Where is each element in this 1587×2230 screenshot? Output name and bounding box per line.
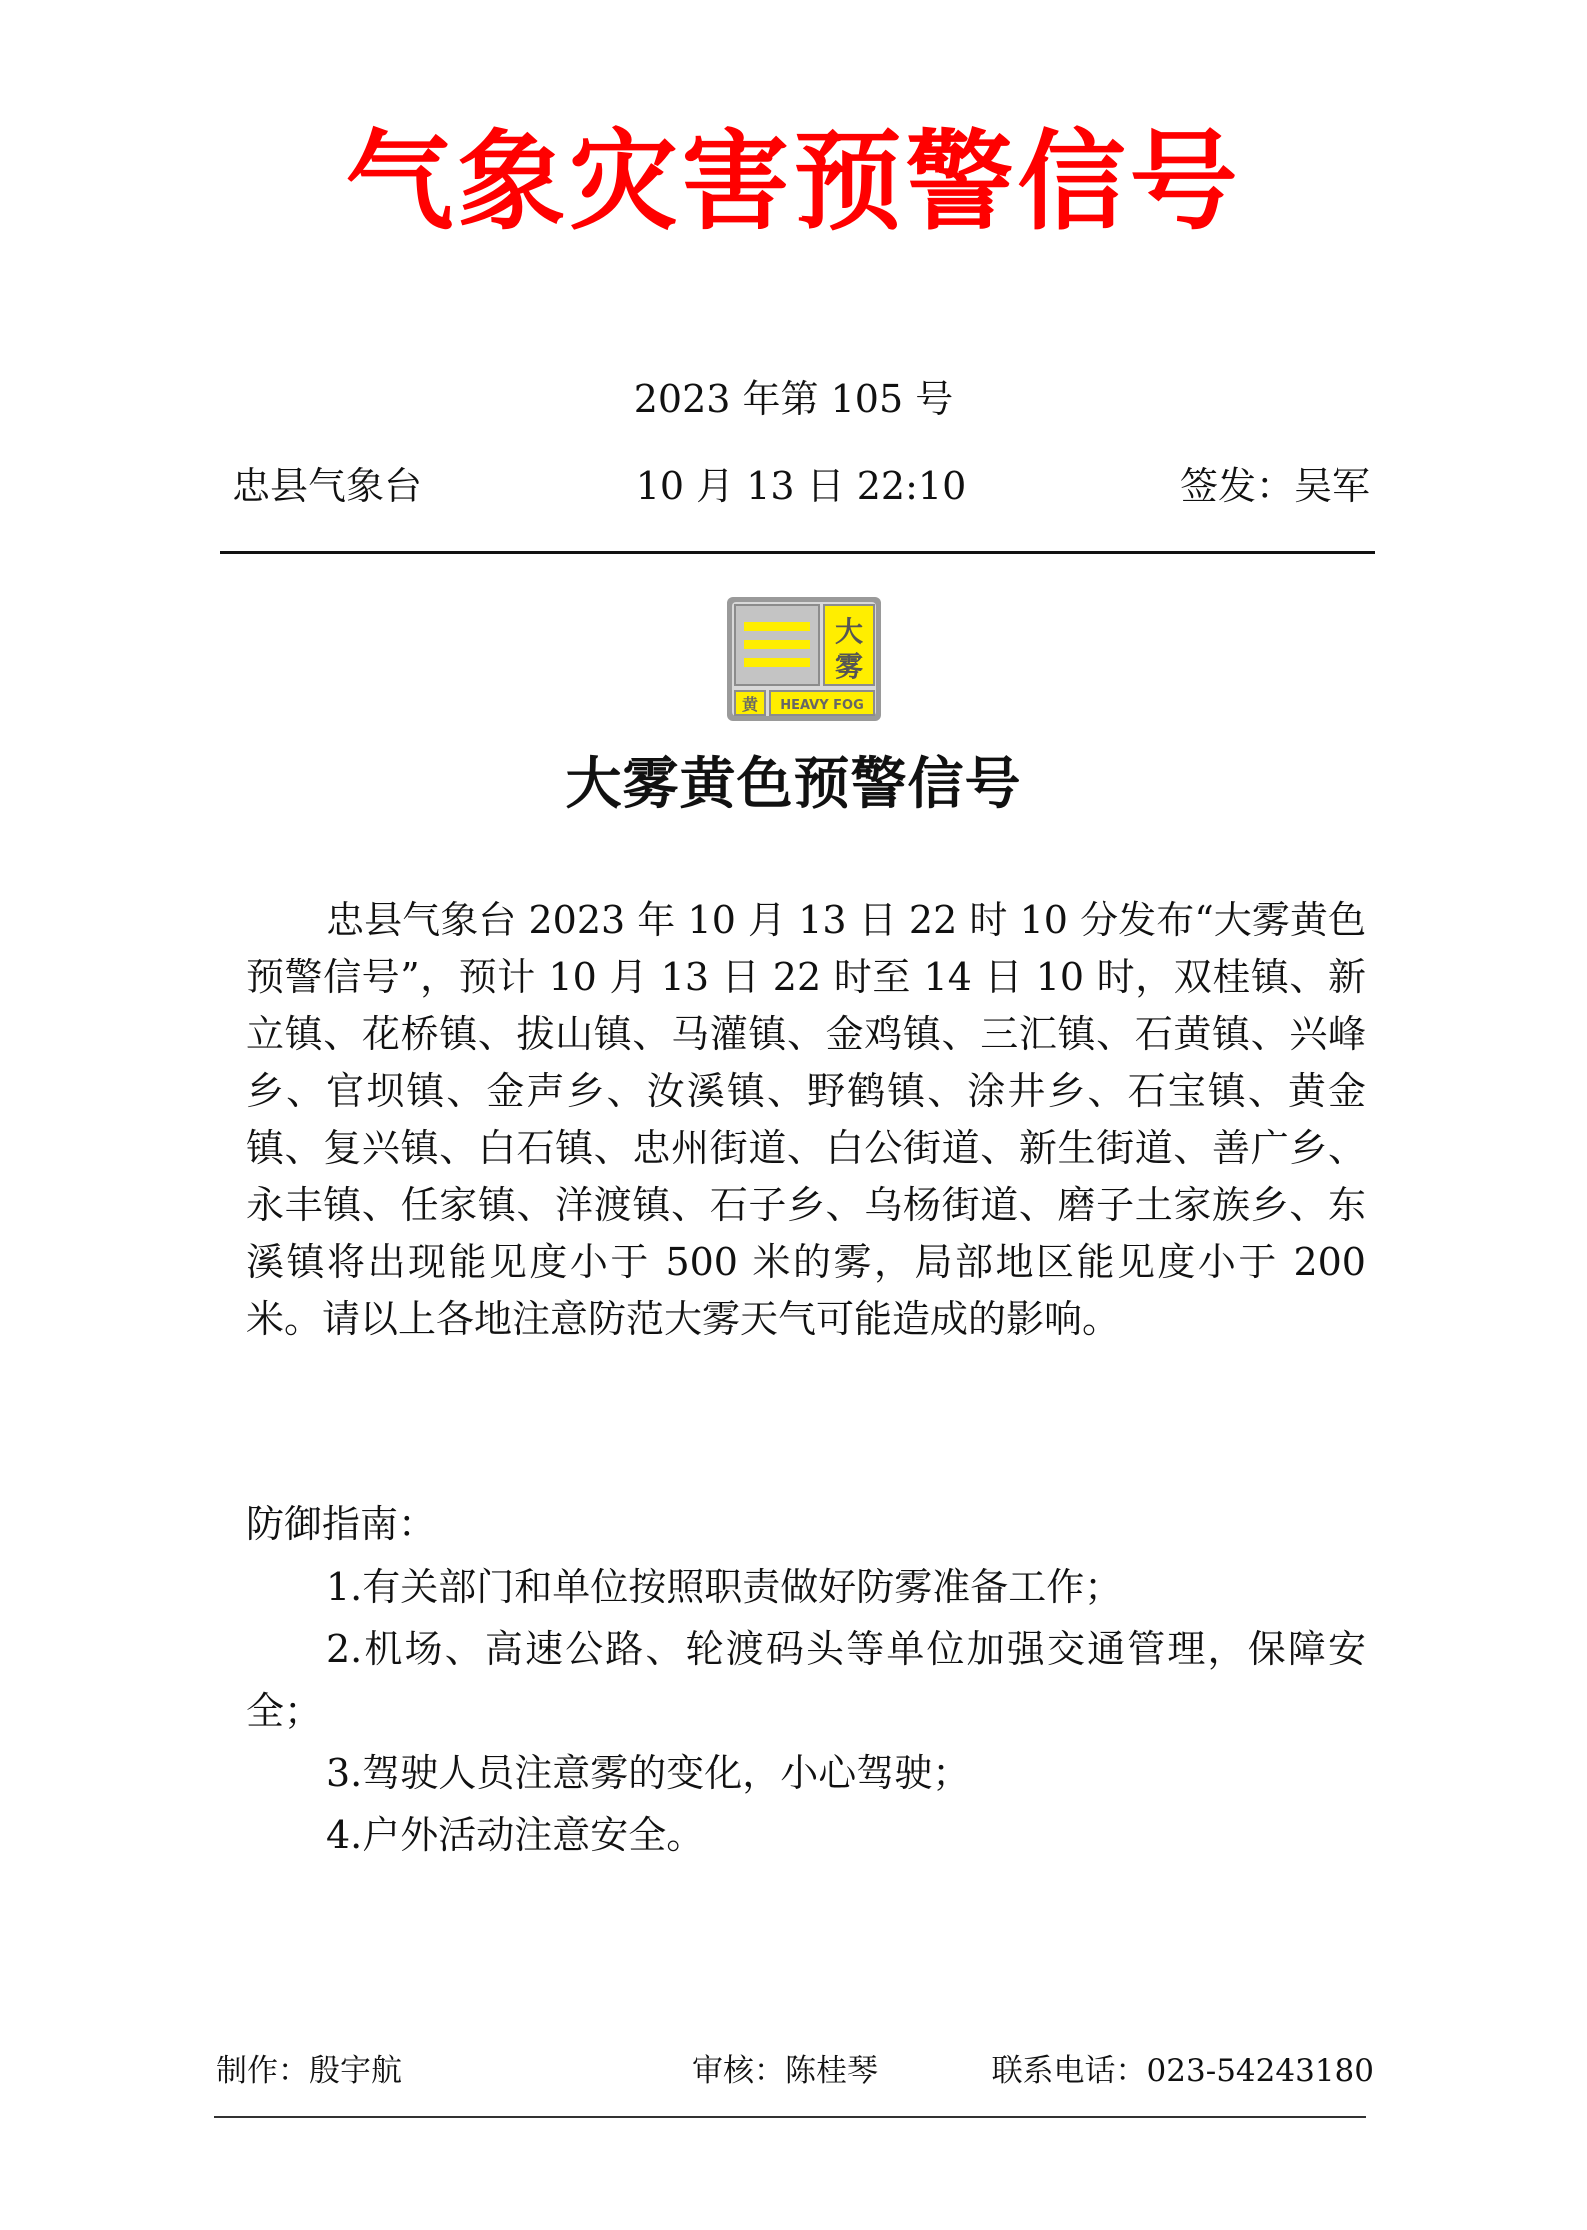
guide-item: 3.驾驶人员注意雾的变化，小心驾驶； — [326, 1751, 971, 1795]
guide-heading: 防御指南： — [246, 1502, 437, 1546]
icon-char-bottom: 雾 — [834, 650, 864, 683]
footer-reviewer: 审核：陈桂琴 — [692, 2053, 878, 2089]
footer-divider — [214, 2116, 1366, 2118]
guide-list — [246, 1556, 1366, 1866]
guide-item: 4.户外活动注意安全。 — [326, 1813, 705, 1857]
document-title: 气象灾害预警信号 — [345, 119, 1242, 245]
icon-label-en: HEAVY FOG — [780, 698, 864, 713]
header-divider — [220, 551, 1375, 554]
icon-char-top: 大 — [834, 615, 864, 648]
footer-phone: 联系电话：023-54243180 — [991, 2053, 1374, 2089]
footer — [216, 2051, 1374, 2091]
document-number: 2023 年第 105 号 — [633, 377, 954, 421]
heavy-fog-yellow-signal-icon — [726, 596, 882, 722]
issuer-name: 忠县气象台 — [232, 464, 423, 508]
icon-badge-left: 黄 — [741, 695, 759, 714]
warning-body: 忠县气象台 2023 年 10 月 13 日 22 时 10 分发布“大雾黄色预警信号”，预计 10 月 13 日 22 时至 14 日 10 时，双桂镇、新立镇、花桥镇、拔山镇、马灌镇、金鸡镇、三汇镇、石黄镇、兴峰乡、官坝镇、金声乡、汝溪镇、野鹤镇、涂井乡、石宝镇、黄金镇、复兴镇、白石镇、忠州街道、白公街道、新生街道、善广乡、永丰镇、任家镇、洋渡镇、石子乡、乌杨街道、磨子土家族乡、东溪镇将出现能见度小于 500 米的雾，局部地区能见度小于 200 米。请以上各地注意防范大雾天气可能造成的影响。 — [246, 898, 1366, 1341]
signal-title: 大雾黄色预警信号 — [565, 751, 1022, 817]
issue-meta-row — [232, 464, 1370, 508]
guide-item: 2.机场、高速公路、轮渡码头等单位加强交通管理，保障安全； — [246, 1627, 1366, 1733]
footer-maker: 制作：殷宇航 — [216, 2053, 402, 2089]
guide-item: 1.有关部门和单位按照职责做好防雾准备工作； — [326, 1565, 1123, 1609]
signer: 签发：吴军 — [1179, 464, 1370, 508]
issue-datetime: 10 月 13 日 22:10 — [635, 464, 967, 508]
